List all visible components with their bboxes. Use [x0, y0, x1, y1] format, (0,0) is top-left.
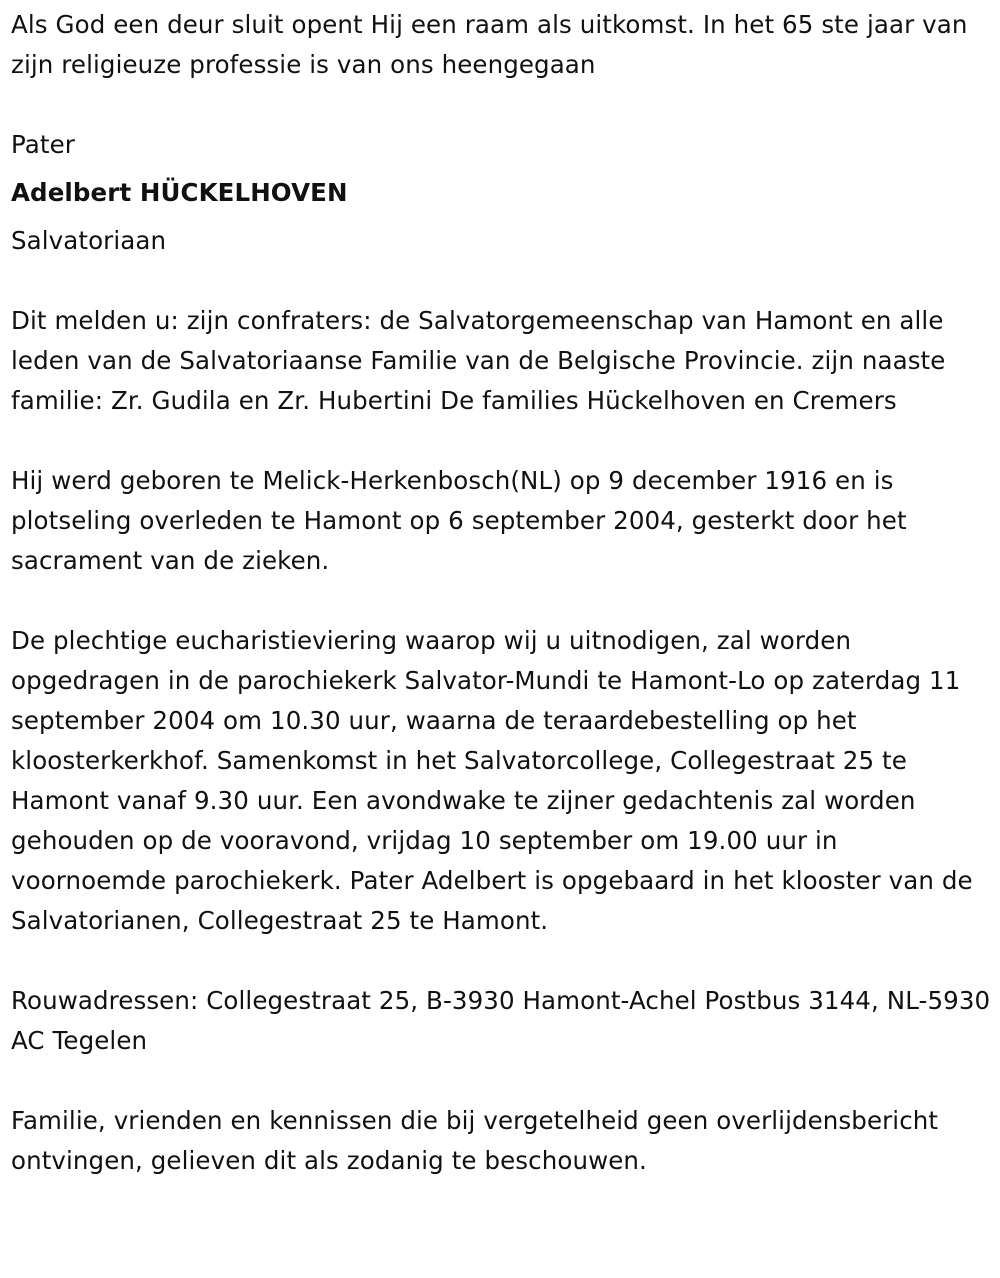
spacer [11, 1061, 1000, 1101]
announcement-paragraph: Dit melden u: zijn confraters: de Salvatorgemeenschap van Hamont en alle leden van de Salvatoriaanse Familie van de Belgische Provincie. zijn naaste familie: Zr. Gudila en Zr. Hubertini De families Hückelhoven en Cremers [11, 306, 946, 415]
closing-paragraph: Familie, vrienden en kennissen die bij vergetelheid geen overlijdensbericht ontvingen, gelieven dit als zodanig te beschouwen. [11, 1106, 939, 1175]
addresses-paragraph: Rouwadressen: Collegestraat 25, B-3930 Hamont-Achel Postbus 3144, NL-5930 AC Tegelen [11, 986, 991, 1055]
spacer [11, 941, 1000, 981]
spacer [11, 85, 1000, 125]
spacer [11, 421, 1000, 461]
deceased-name: Adelbert HÜCKELHOVEN [11, 178, 348, 207]
ceremony-paragraph: De plechtige eucharistieviering waarop wij u uitnodigen, zal worden opgedragen in de parochiekerk Salvator-Mundi te Hamont-Lo op zaterdag 11 september 2004 om 10.30 uur, waarna de teraardebestelling op het kloosterkerkhof. Samenkomst in het Salvatorcollege, Collegestraat 25 te Hamont vanaf 9.30 uur. Een avondwake te zijner gedachtenis zal worden gehouden op de vooravond, vrijdag 10 september om 19.00 uur in voornoemde parochiekerk. Pater Adelbert is opgebaard in het klooster van de Salvatorianen, Collegestraat 25 te Hamont. [11, 626, 973, 935]
deceased-title: Pater [11, 130, 75, 159]
birth-death-paragraph: Hij werd geboren te Melick-Herkenbosch(NL) op 9 december 1916 en is plotseling overleden te Hamont op 6 september 2004, gesterkt door het sacrament van de zieken. [11, 466, 907, 575]
deceased-role: Salvatoriaan [11, 226, 167, 255]
spacer [11, 261, 1000, 301]
intro-text: Als God een deur sluit opent Hij een raam als uitkomst. In het 65 ste jaar van zijn religieuze professie is van ons heengegaan [11, 10, 968, 79]
spacer [11, 581, 1000, 621]
